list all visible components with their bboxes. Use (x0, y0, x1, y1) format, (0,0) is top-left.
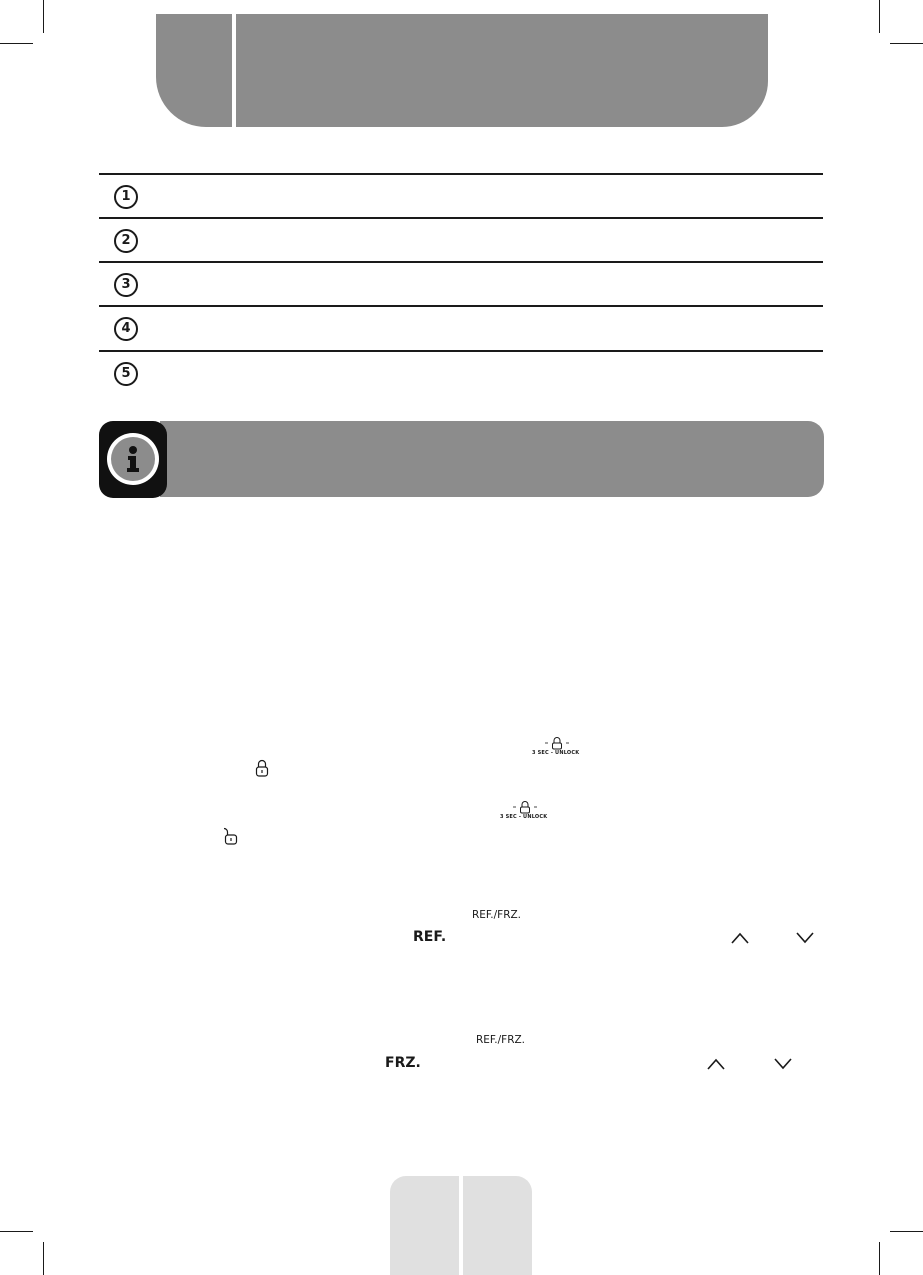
header-tab (156, 14, 768, 127)
crop-mark (43, 0, 44, 33)
row-number-2: 2 (114, 229, 138, 253)
ref-frz-label: REF./FRZ. (476, 1034, 526, 1046)
lock-icon (545, 736, 569, 750)
footer-divider (459, 1176, 463, 1275)
ref-frz-label: REF./FRZ. (472, 909, 522, 921)
crop-mark (0, 1231, 33, 1232)
crop-mark (890, 43, 923, 44)
crop-mark (0, 43, 33, 44)
row-divider (99, 261, 823, 263)
row-divider (99, 173, 823, 175)
info-inner (111, 437, 155, 481)
row-divider (99, 350, 823, 352)
crop-mark (43, 1242, 44, 1275)
chevron-down-icon (796, 932, 814, 944)
row-number-3: 3 (114, 273, 138, 297)
ref-label: REF. (413, 929, 447, 945)
unlock-icon (255, 759, 269, 778)
crop-mark (890, 1231, 923, 1232)
chevron-up-icon (707, 1058, 725, 1070)
lock-icon (513, 800, 537, 814)
info-banner (160, 421, 824, 497)
crop-mark (879, 0, 880, 33)
row-divider (99, 305, 823, 307)
unlock-icon (224, 827, 238, 846)
header-divider (232, 14, 236, 127)
row-number-4: 4 (114, 317, 138, 341)
unlock-label: 3 SEC - UNLOCK (500, 814, 548, 820)
row-number-5: 5 (114, 362, 138, 386)
row-divider (99, 217, 823, 219)
frz-label: FRZ. (385, 1055, 421, 1071)
info-icon (111, 437, 155, 481)
info-badge (99, 421, 167, 498)
crop-mark (879, 1242, 880, 1275)
info-ring (107, 433, 159, 485)
row-number-1: 1 (114, 185, 138, 209)
chevron-up-icon (731, 932, 749, 944)
unlock-label: 3 SEC - UNLOCK (532, 750, 580, 756)
chevron-down-icon (774, 1058, 792, 1070)
